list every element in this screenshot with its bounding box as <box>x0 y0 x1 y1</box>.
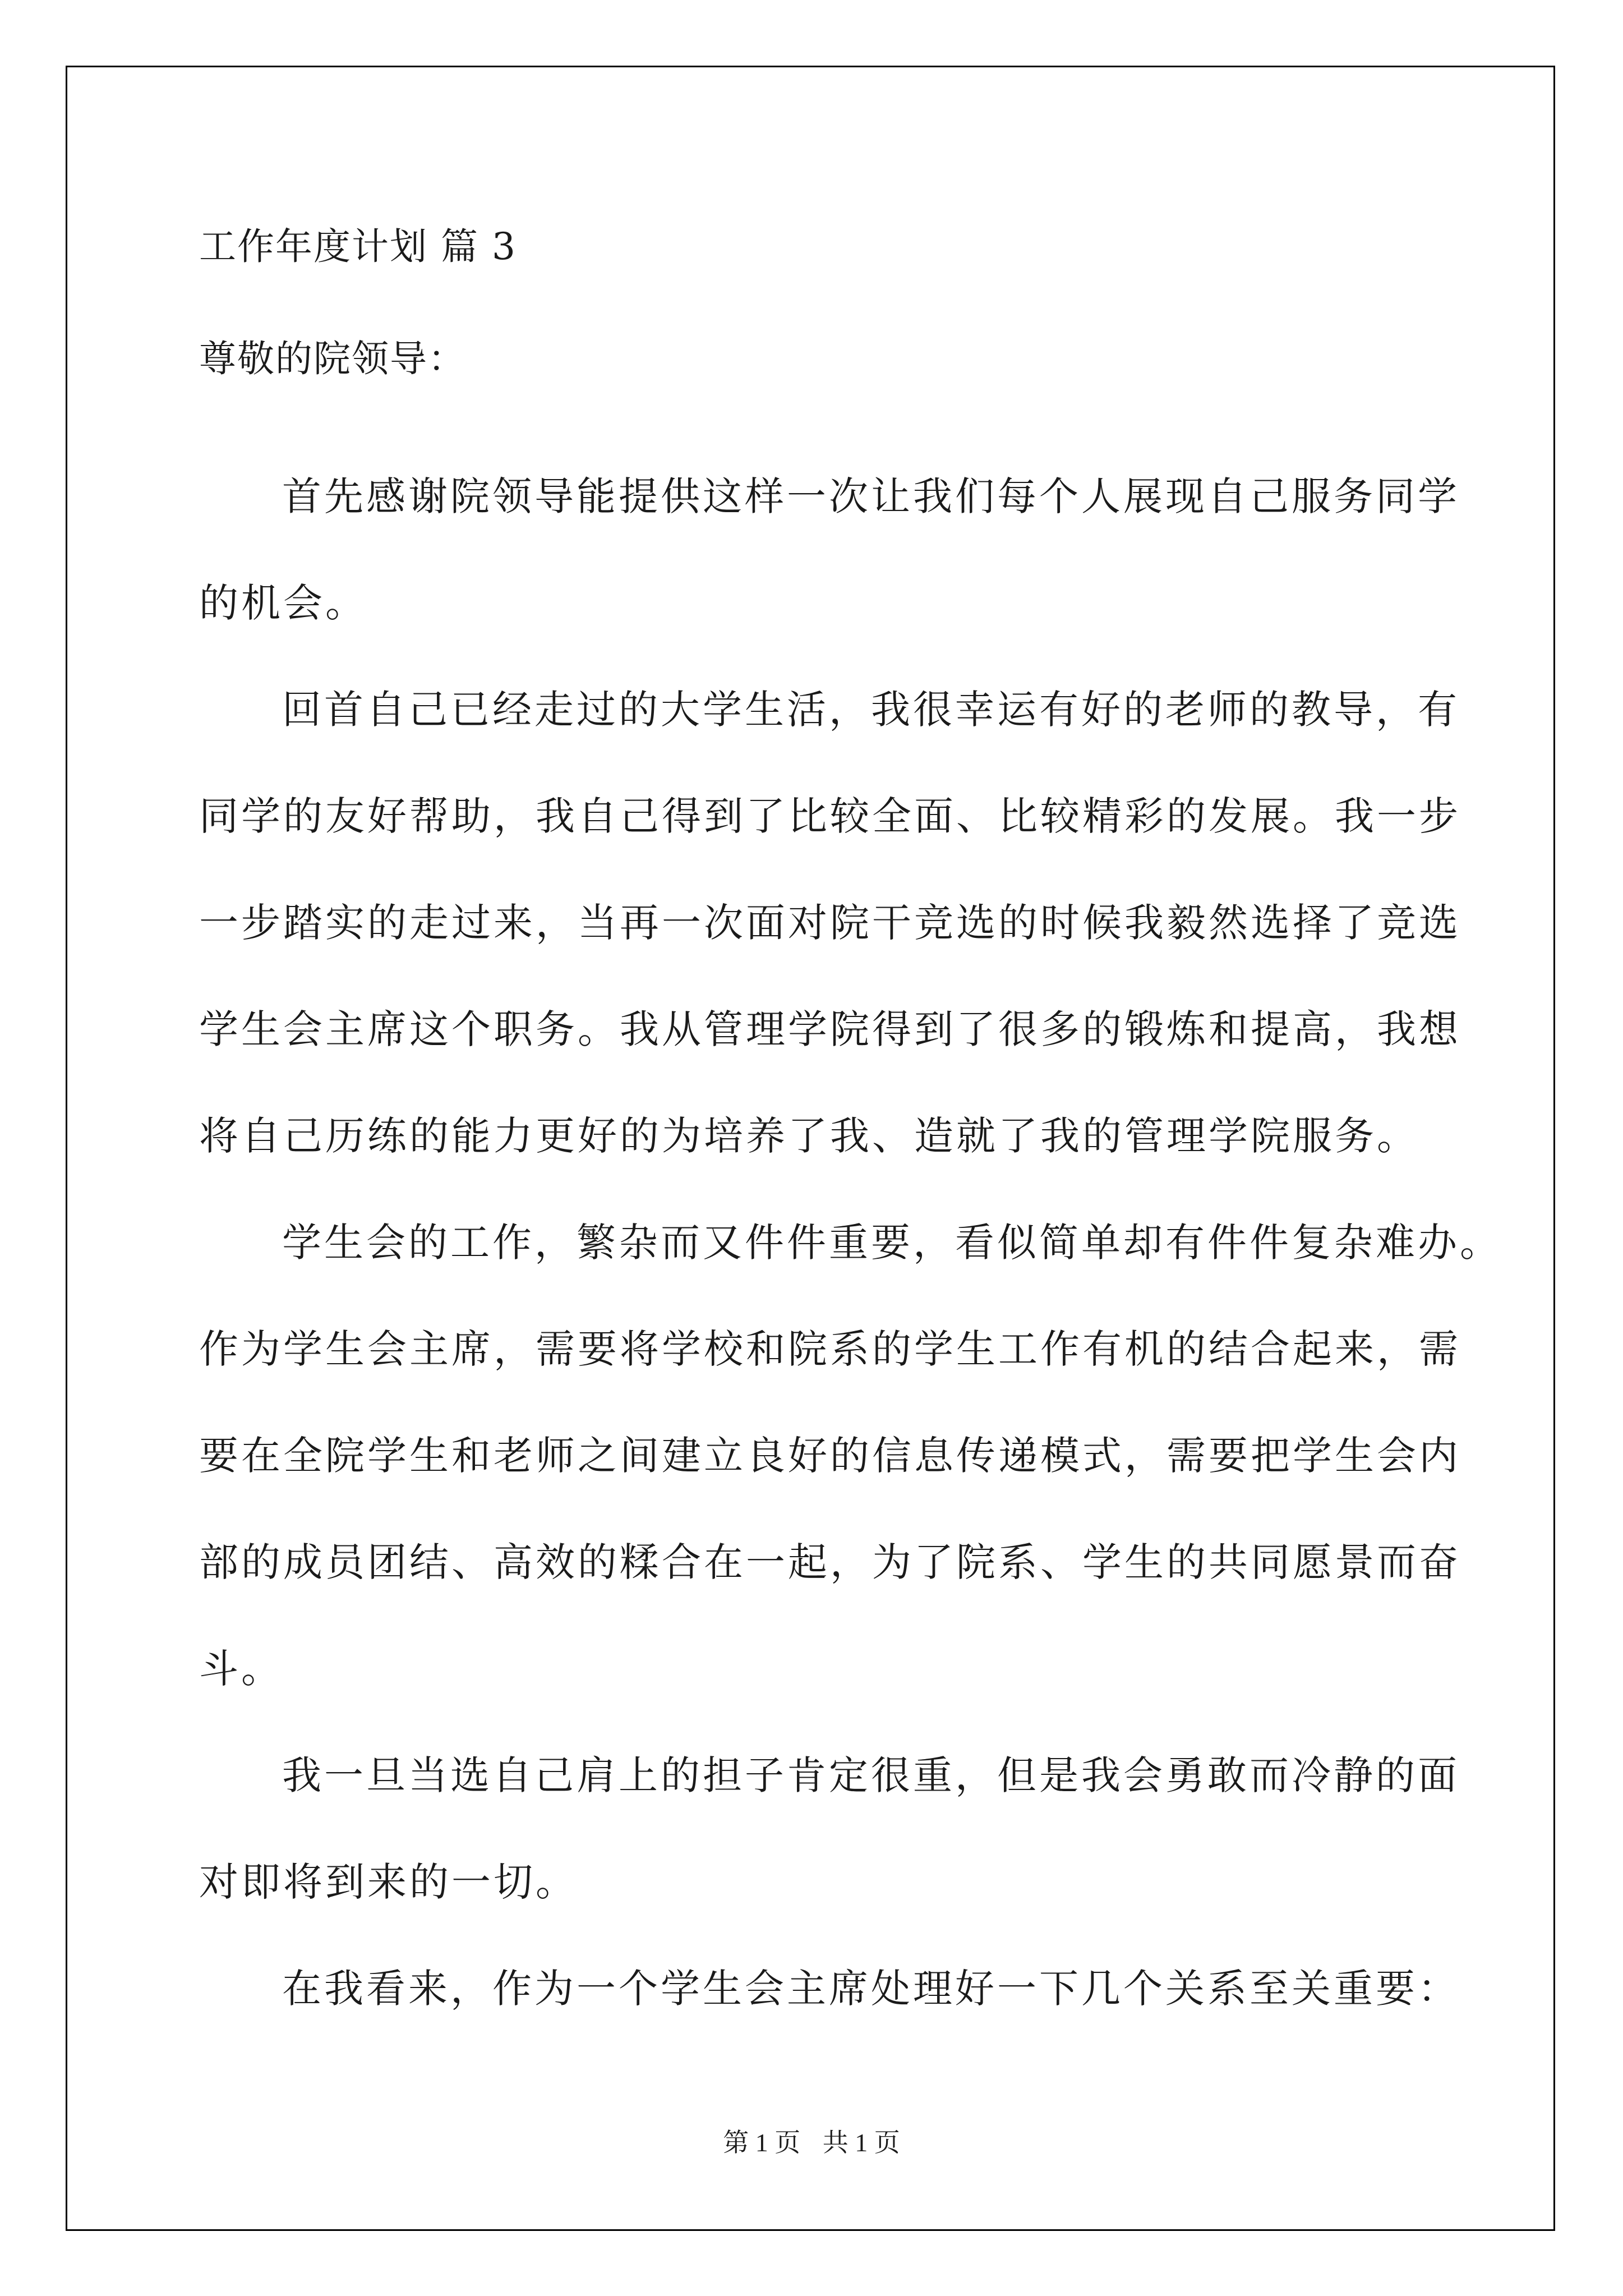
paragraph-line: 对即将到来的一切。 <box>199 1859 578 1905</box>
paragraph-line: 学生会的工作，繁杂而又件件重要，看似简单却有件件复杂难办。 <box>282 1220 1502 1266</box>
paragraph-line: 作为学生会主席，需要将学校和院系的学生工作有机的结合起来，需 <box>199 1326 1461 1372</box>
paragraph-4 <box>199 1722 1460 1935</box>
paragraph-line: 将自己历练的能力更好的为培养了我、造就了我的管理学院服务。 <box>199 1113 1419 1159</box>
paragraph-line: 要在全院学生和老师之间建立良好的信息传递模式，需要把学生会内 <box>199 1433 1461 1479</box>
page-number-total: 共 1 页 <box>822 2128 900 2157</box>
paragraph-line: 同学的友好帮助，我自己得到了比较全面、比较精彩的发展。我一步 <box>199 793 1461 839</box>
paragraph-line: 我一旦当选自己肩上的担子肯定很重，但是我会勇敢而冷静的面 <box>282 1752 1460 1798</box>
paragraph-line: 在我看来，作为一个学生会主席处理好一下几个关系至关重要： <box>282 1966 1460 2012</box>
paragraph-line: 一步踏实的走过来，当再一次面对院干竞选的时候我毅然选择了竞选 <box>199 900 1461 946</box>
document-body <box>199 219 1502 2042</box>
paragraph-line: 首先感谢院领导能提供这样一次让我们每个人展现自己服务同学 <box>282 473 1460 519</box>
paragraph-line: 的机会。 <box>199 580 367 626</box>
paragraph-2 <box>199 656 1461 1189</box>
paragraph-5 <box>199 1935 1460 2042</box>
paragraph-line: 学生会主席这个职务。我从管理学院得到了很多的锻炼和提高，我想 <box>199 1006 1461 1052</box>
paragraph-3 <box>199 1189 1502 1722</box>
salutation: 尊敬的院领导： <box>199 337 466 380</box>
paragraph-1 <box>199 443 1460 656</box>
paragraph-line: 部的成员团结、高效的糅合在一起，为了院系、学生的共同愿景而奋 <box>199 1539 1461 1585</box>
page-footer <box>0 2126 1623 2160</box>
page-number-current: 第 1 页 <box>723 2128 801 2157</box>
paragraph-line: 斗。 <box>199 1646 283 1692</box>
document-heading: 工作年度计划 篇 3 <box>199 225 517 268</box>
paragraph-line: 回首自己已经走过的大学生活，我很幸运有好的老师的教导，有 <box>282 687 1460 733</box>
